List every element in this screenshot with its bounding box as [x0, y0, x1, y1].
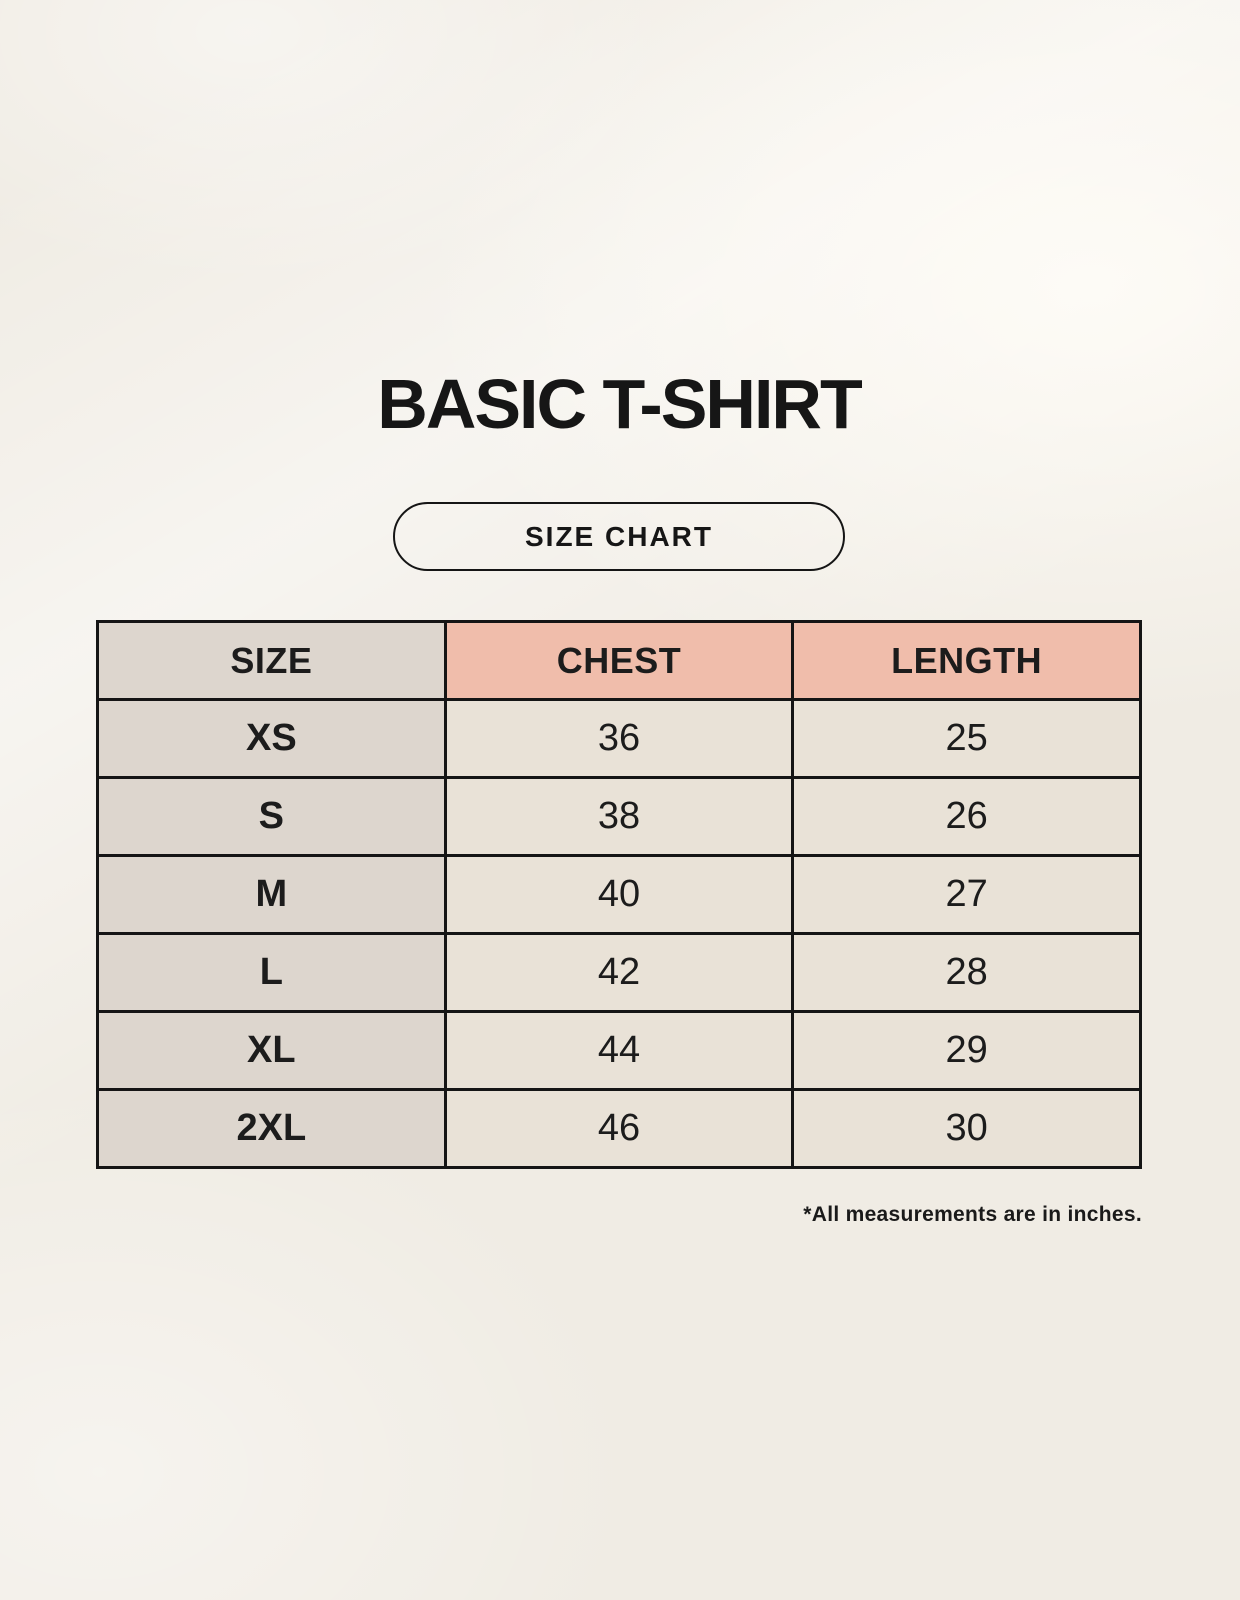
- size-cell: XS: [98, 700, 446, 778]
- measurements-footnote: *All measurements are in inches.: [803, 1203, 1142, 1226]
- chest-cell: 38: [445, 778, 793, 856]
- chest-cell: 42: [445, 934, 793, 1012]
- length-cell: 28: [793, 934, 1141, 1012]
- table-row-m: [98, 856, 1141, 934]
- chest-cell: 44: [445, 1012, 793, 1090]
- size-cell: 2XL: [98, 1090, 446, 1168]
- column-header-size: SIZE: [98, 622, 446, 700]
- length-cell: 29: [793, 1012, 1141, 1090]
- page-title: BASIC T-SHIRT: [377, 365, 861, 443]
- table-row-l: [98, 934, 1141, 1012]
- length-cell: 25: [793, 700, 1141, 778]
- table-row-xl: [98, 1012, 1141, 1090]
- content-column: [96, 0, 1142, 1600]
- chest-cell: 40: [445, 856, 793, 934]
- size-cell: L: [98, 934, 446, 1012]
- length-cell: 30: [793, 1090, 1141, 1168]
- table-row-2xl: [98, 1090, 1141, 1168]
- table-row-xs: [98, 700, 1141, 778]
- size-chart-button[interactable]: SIZE CHART: [393, 502, 845, 571]
- length-cell: 26: [793, 778, 1141, 856]
- size-cell: S: [98, 778, 446, 856]
- length-cell: 27: [793, 856, 1141, 934]
- size-table-body: [98, 700, 1141, 1168]
- header-row: [98, 622, 1141, 700]
- size-cell: XL: [98, 1012, 446, 1090]
- size-table-header: [98, 622, 1141, 700]
- table-row-s: [98, 778, 1141, 856]
- size-cell: M: [98, 856, 446, 934]
- chest-cell: 46: [445, 1090, 793, 1168]
- chest-cell: 36: [445, 700, 793, 778]
- column-header-chest: CHEST: [445, 622, 793, 700]
- column-header-length: LENGTH: [793, 622, 1141, 700]
- size-table: [96, 620, 1142, 1169]
